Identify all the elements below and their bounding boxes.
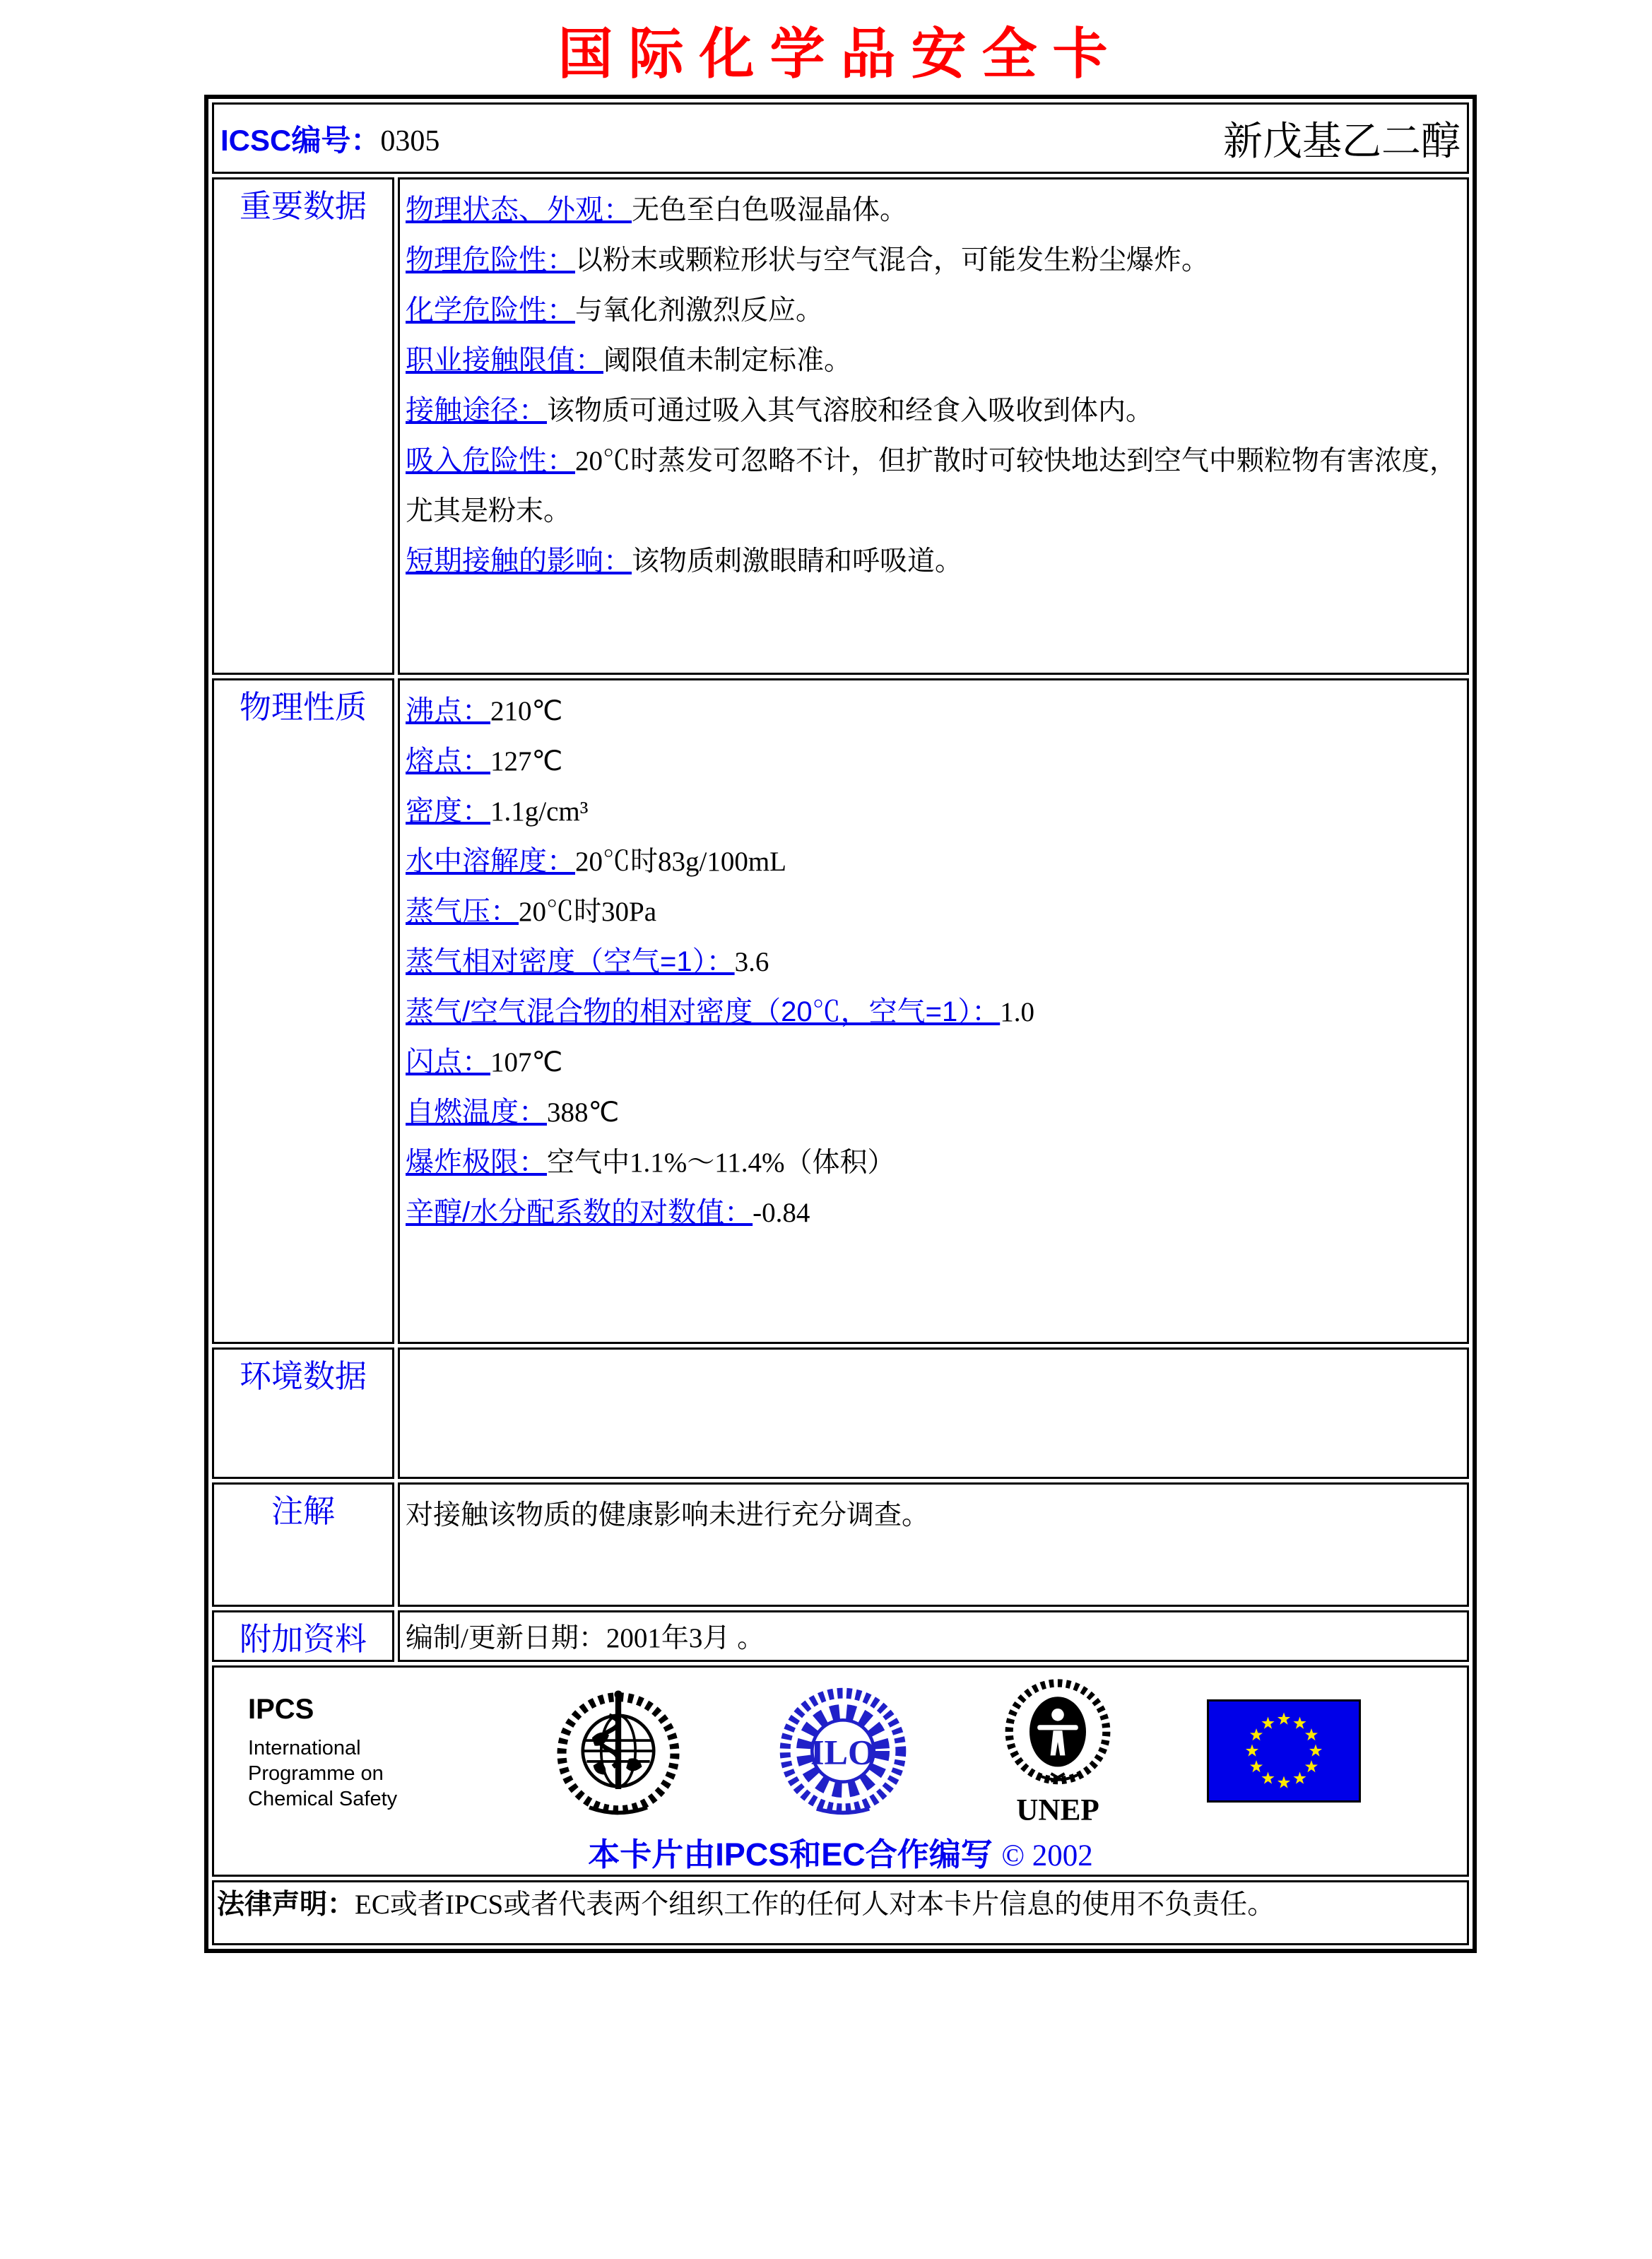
unep-emblem-icon [1001, 1677, 1114, 1828]
logos-row [212, 1665, 1469, 1877]
important-data-row [212, 177, 1469, 675]
important-data-content [398, 177, 1469, 675]
unep-letters: UNEP [1015, 1793, 1099, 1824]
property-value: -0.84 [753, 1198, 810, 1228]
header-cell [212, 102, 1469, 174]
section-label-physical: 物理性质 [212, 678, 394, 1344]
property-key: 短期接触的影响： [406, 545, 632, 577]
ipcs-subtitle-line: Programme on [248, 1762, 384, 1785]
property-value: 该物质刺激眼睛和呼吸道。 [632, 546, 963, 577]
icsc-card-table [204, 95, 1477, 1953]
property-key: 物理危险性： [406, 244, 575, 276]
property-key: 密度： [406, 796, 490, 827]
header-row [212, 102, 1469, 174]
update-date-line [406, 1618, 1461, 1659]
property-line [406, 736, 1461, 786]
additional-info-content [398, 1610, 1469, 1662]
legal-row [212, 1880, 1469, 1945]
property-value: 20℃时83g/100mL [575, 847, 786, 877]
property-line [406, 185, 1461, 235]
header-content [215, 105, 1466, 171]
property-value: 空气中1.1%～11.4%（体积） [547, 1148, 895, 1178]
property-line [406, 1087, 1461, 1138]
property-key: 接触途径： [406, 395, 547, 426]
legal-cell [212, 1880, 1469, 1945]
property-line [406, 285, 1461, 336]
property-key: 物理状态、外观： [406, 194, 632, 225]
environment-data-row [212, 1347, 1469, 1479]
property-line [406, 235, 1461, 285]
icsc-card-page [0, 10, 1652, 2259]
property-value: 20℃时30Pa [519, 897, 657, 927]
update-date-value: 2001年3月 。 [606, 1623, 765, 1653]
update-date-key: 编制/更新日期： [406, 1623, 606, 1653]
property-value: 该物质可通过吸入其气溶胶和经食入吸收到体内。 [547, 396, 1154, 426]
property-value: 107℃ [490, 1047, 563, 1078]
logos-cell [212, 1665, 1469, 1877]
property-key: 吸入危险性： [406, 445, 575, 476]
property-line [406, 987, 1461, 1037]
eu-flag-icon [1207, 1699, 1361, 1806]
legal-label: 法律声明： [217, 1889, 355, 1920]
property-line [406, 336, 1461, 386]
property-value: 与氧化剂激烈反应。 [575, 295, 824, 326]
logos-strip [214, 1668, 1467, 1826]
property-line [406, 386, 1461, 436]
property-line [406, 686, 1461, 736]
ipcs-heading: IPCS [248, 1693, 314, 1725]
ipcs-subtitle-line: Chemical Safety [248, 1787, 398, 1810]
property-value: 210℃ [490, 696, 563, 726]
property-value: 1.0 [1000, 997, 1034, 1027]
property-key: 化学危险性： [406, 295, 575, 326]
icsc-number-value: 0305 [380, 124, 440, 158]
ilo-emblem-icon [777, 1685, 909, 1820]
property-line [406, 786, 1461, 837]
section-label-notes: 注解 [212, 1482, 394, 1607]
property-key: 蒸气相对密度（空气=1）： [406, 946, 735, 977]
cooperation-credit-line [214, 1829, 1467, 1875]
property-key: 水中溶解度： [406, 846, 575, 877]
property-line [406, 887, 1461, 937]
property-key: 蒸气/空气混合物的相对密度（20℃，空气=1）： [406, 996, 1001, 1027]
icsc-number-group [220, 117, 439, 160]
icsc-number-label: ICSC编号： [220, 123, 381, 157]
page-title: 国际化学品安全卡 [557, 23, 1123, 85]
property-value: 127℃ [490, 746, 563, 777]
property-key: 蒸气压： [406, 896, 519, 927]
notes-row [212, 1482, 1469, 1607]
notes-content [398, 1482, 1469, 1607]
additional-info-row [212, 1610, 1469, 1662]
property-key: 辛醇/水分配系数的对数值： [406, 1197, 753, 1228]
property-value: 无色至白色吸湿晶体。 [632, 195, 908, 225]
property-value: 阈限值未制定标准。 [603, 346, 852, 376]
legal-text: EC或者IPCS或者代表两个组织工作的任何人对本卡片信息的使用不负责任。 [355, 1889, 1275, 1920]
property-line [406, 436, 1461, 536]
property-key: 职业接触限值： [406, 345, 603, 376]
notes-text: 对接触该物质的健康影响未进行充分调查。 [406, 1500, 930, 1530]
section-label-additional: 附加资料 [212, 1610, 394, 1662]
property-key: 自燃温度： [406, 1097, 547, 1128]
chemical-name: 新戊基乙二醇 [1223, 119, 1461, 164]
property-value: 1.1g/cm³ [490, 796, 589, 827]
property-line [406, 1188, 1461, 1238]
property-key: 闪点： [406, 1046, 490, 1078]
property-value: 以粉末或颗粒形状与空气混合，可能发生粉尘爆炸。 [575, 245, 1210, 276]
ilo-letters: ILO [810, 1732, 875, 1772]
property-value: 20℃时蒸发可忽略不计，但扩散时可较快地达到空气中颗粒物有害浓度，尤其是粉末。 [406, 446, 1458, 526]
property-line [406, 1138, 1461, 1188]
cooperation-text: 本卡片由IPCS和EC合作编写 [588, 1836, 993, 1872]
physical-properties-row [212, 678, 1469, 1344]
property-line [406, 1037, 1461, 1087]
property-line [406, 837, 1461, 887]
copyright-year: © 2002 [1001, 1839, 1093, 1872]
property-key: 爆炸极限： [406, 1147, 547, 1178]
physical-properties-content [398, 678, 1469, 1344]
section-label-environment: 环境数据 [212, 1347, 394, 1479]
property-line [406, 536, 1461, 586]
ipcs-subtitle-line: International [248, 1736, 361, 1759]
property-line [406, 937, 1461, 987]
section-label-important: 重要数据 [212, 177, 394, 675]
property-value: 388℃ [547, 1097, 620, 1128]
property-key: 熔点： [406, 745, 490, 777]
who-emblem-icon [553, 1685, 684, 1820]
environment-data-content [398, 1347, 1469, 1479]
property-key: 沸点： [406, 695, 490, 726]
property-value: 3.6 [734, 947, 769, 977]
ipcs-text-block [248, 1694, 460, 1812]
legal-statement [217, 1882, 1464, 1922]
